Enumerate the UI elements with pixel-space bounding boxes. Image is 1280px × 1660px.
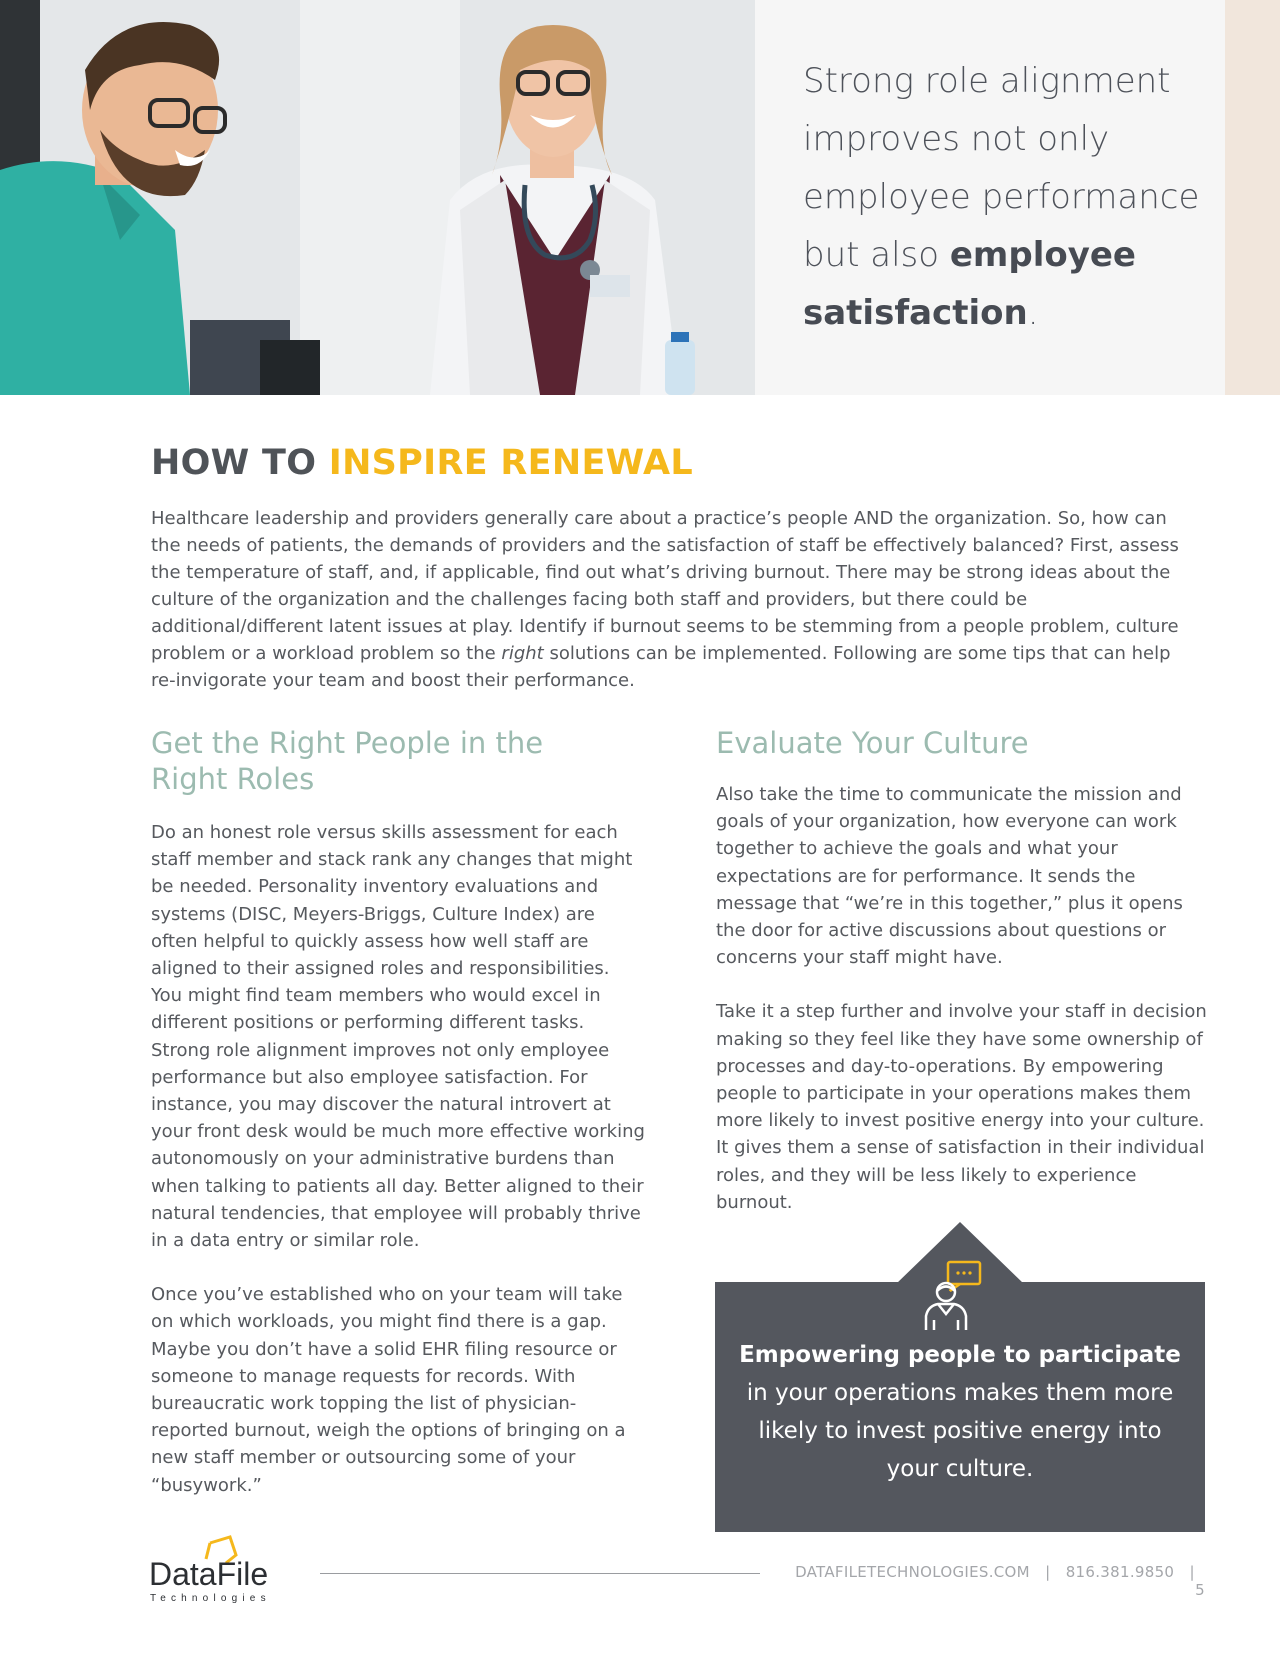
right-column	[716, 725, 1216, 1216]
left-column-paragraph-1: Do an honest role versus skills assessment for each staff member and stack rank any changes that might be needed. Personality inventory evaluations and systems (DISC, Meyers-Briggs, Culture Index) are often helpful to quickly assess how well staff are aligned to their assigned roles and responsibilities. You might find team members who would excel in different positions or performing different tasks. Strong role alignment improves not only employee performance but also employee satisfaction. For instance, you may discover the natural introvert at your front desk would be much more effective working autonomously on your administrative burdens than when talking to patients all day. Better aligned to their natural tendencies, that employee will probably thrive in a data entry or similar role.	[151, 822, 645, 1252]
footer-info	[790, 1563, 1205, 1599]
footer-separator: |	[1045, 1563, 1051, 1581]
hero-photo	[0, 0, 755, 395]
left-column	[151, 725, 646, 1499]
section-heading: HOW TO INSPIRE RENEWAL	[151, 443, 693, 483]
hero-photo-illustration	[0, 0, 755, 395]
footer-separator: |	[1189, 1563, 1195, 1581]
datafile-logo	[148, 1535, 298, 1605]
hero-banner	[0, 0, 1280, 395]
pull-quote: Strong role alignment improves not only employee performance but also employee satisfaction.	[803, 61, 1200, 333]
page-number: 5	[1195, 1581, 1205, 1599]
logo-subtitle: Technologies	[150, 1593, 271, 1604]
right-column-title: Evaluate Your Culture	[716, 726, 1029, 760]
footer-phone[interactable]: 816.381.9850	[1065, 1563, 1175, 1581]
footer-divider	[320, 1573, 760, 1574]
left-column-paragraph-2: Once you’ve established who on your team will take on which workloads, you might find there is a gap. Maybe you don’t have a solid EHR filing resource or someone to manage requests for records. With bureaucratic work topping the list of physician-reported burnout, weigh the options of bringing on a new staff member or outsourcing some of your “busywork.”	[151, 1284, 626, 1496]
person-speech-bubble-icon	[920, 1260, 990, 1332]
logo-wordmark: DataFile	[149, 1556, 269, 1592]
left-column-title: Get the Right People in the Right Roles	[151, 726, 544, 796]
footer-website[interactable]: DATAFILETECHNOLOGIES.COM	[795, 1563, 1030, 1581]
hero-accent-strip	[1225, 0, 1280, 395]
right-column-paragraph-2: Take it a step further and involve your staff in decision making so they feel like they have some ownership of processes and day-to-operations. By empowering people to participate in your operations makes them more likely to invest positive energy into your culture. It gives them a sense of satisfaction in their individual roles, and they will be less likely to experience burnout.	[716, 1001, 1207, 1213]
callout-text: Empowering people to participate in your operations makes them more likely to invest positive energy into your culture.	[739, 1342, 1181, 1482]
intro-paragraph: Healthcare leadership and providers generally care about a practice’s people AND the organization. So, how can the needs of patients, the demands of providers and the satisfaction of staff be effectively balanced? First, assess the temperature of staff, and, if applicable, find out what’s driving burnout. There may be strong ideas about the culture of the organization and the challenges facing both staff and providers, but there could be additional/different latent issues at play. Identify if burnout seems to be stemming from a people problem, culture problem or a workload problem so the right solutions can be implemented. Following are some tips that can help re-invigorate your team and boost their performance.	[151, 508, 1179, 691]
right-column-paragraph-1: Also take the time to communicate the mission and goals of your organization, how everyone can work together to achieve the goals and what your expectations are for performance. It sends the message that “we’re in this together,” plus it opens the door for active discussions about questions or concerns your staff might have.	[716, 784, 1183, 969]
